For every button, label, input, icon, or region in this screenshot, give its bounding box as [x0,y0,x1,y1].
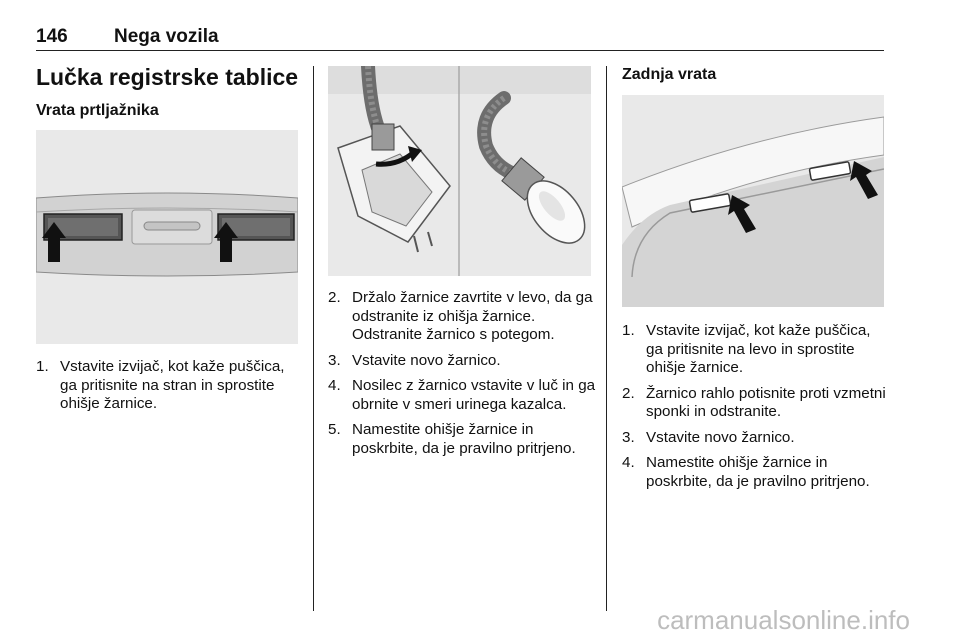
list-item: 4. Namestite ohišje žarnice in poskrbite, da je pravilno pritrjeno. [622,454,870,490]
left-steps [36,358,302,421]
middle-steps [328,289,596,465]
list-item: 2. Držalo žarnice zavrtite v levo, da ga odstranite iz ohišja žarnice. Odstranite žarnico s potegom. [328,289,593,343]
rear-door-lamp-figure [622,95,884,307]
list-item: 1. Vstavite izvijač, kot kaže puščica, ga pritisnite na levo in sprostite ohišje žarnice. [622,322,871,376]
list-item: 4. Nosilec z žarnico vstavite v luč in ga obrnite v smeri urinega kazalca. [328,377,596,413]
list-item: 5. Namestite ohišje žarnice in poskrbite, da je pravilno pritrjeno. [328,421,576,457]
right-subhead: Zadnja vrata [622,66,717,83]
list-item: 3. Vstavite novo žarnico. [328,351,501,369]
right-steps [622,322,890,498]
bulb-holder-figure [328,66,591,276]
tailgate-lamp-figure [36,130,298,344]
column-divider-left [313,66,314,611]
column-divider-right [606,66,607,611]
left-subhead: Vrata prtljažnika [36,102,159,119]
list-item: 2. Žarnico rahlo potisnite proti vzmetni sponki in odstranite. [622,384,886,420]
chapter-title: Nega vozila [114,26,219,47]
page-header [36,26,884,51]
list-item: 3. Vstavite novo žarnico. [622,428,795,446]
section-title: Lučka registrske tablice [36,64,299,90]
watermark: carmanualsonline.info [657,605,910,635]
page-number: 146 [36,26,68,47]
list-item: 1. Vstavite izvijač, kot kaže puščica, ga pritisnite na stran in sprostite ohišje žarnice. [36,358,285,412]
